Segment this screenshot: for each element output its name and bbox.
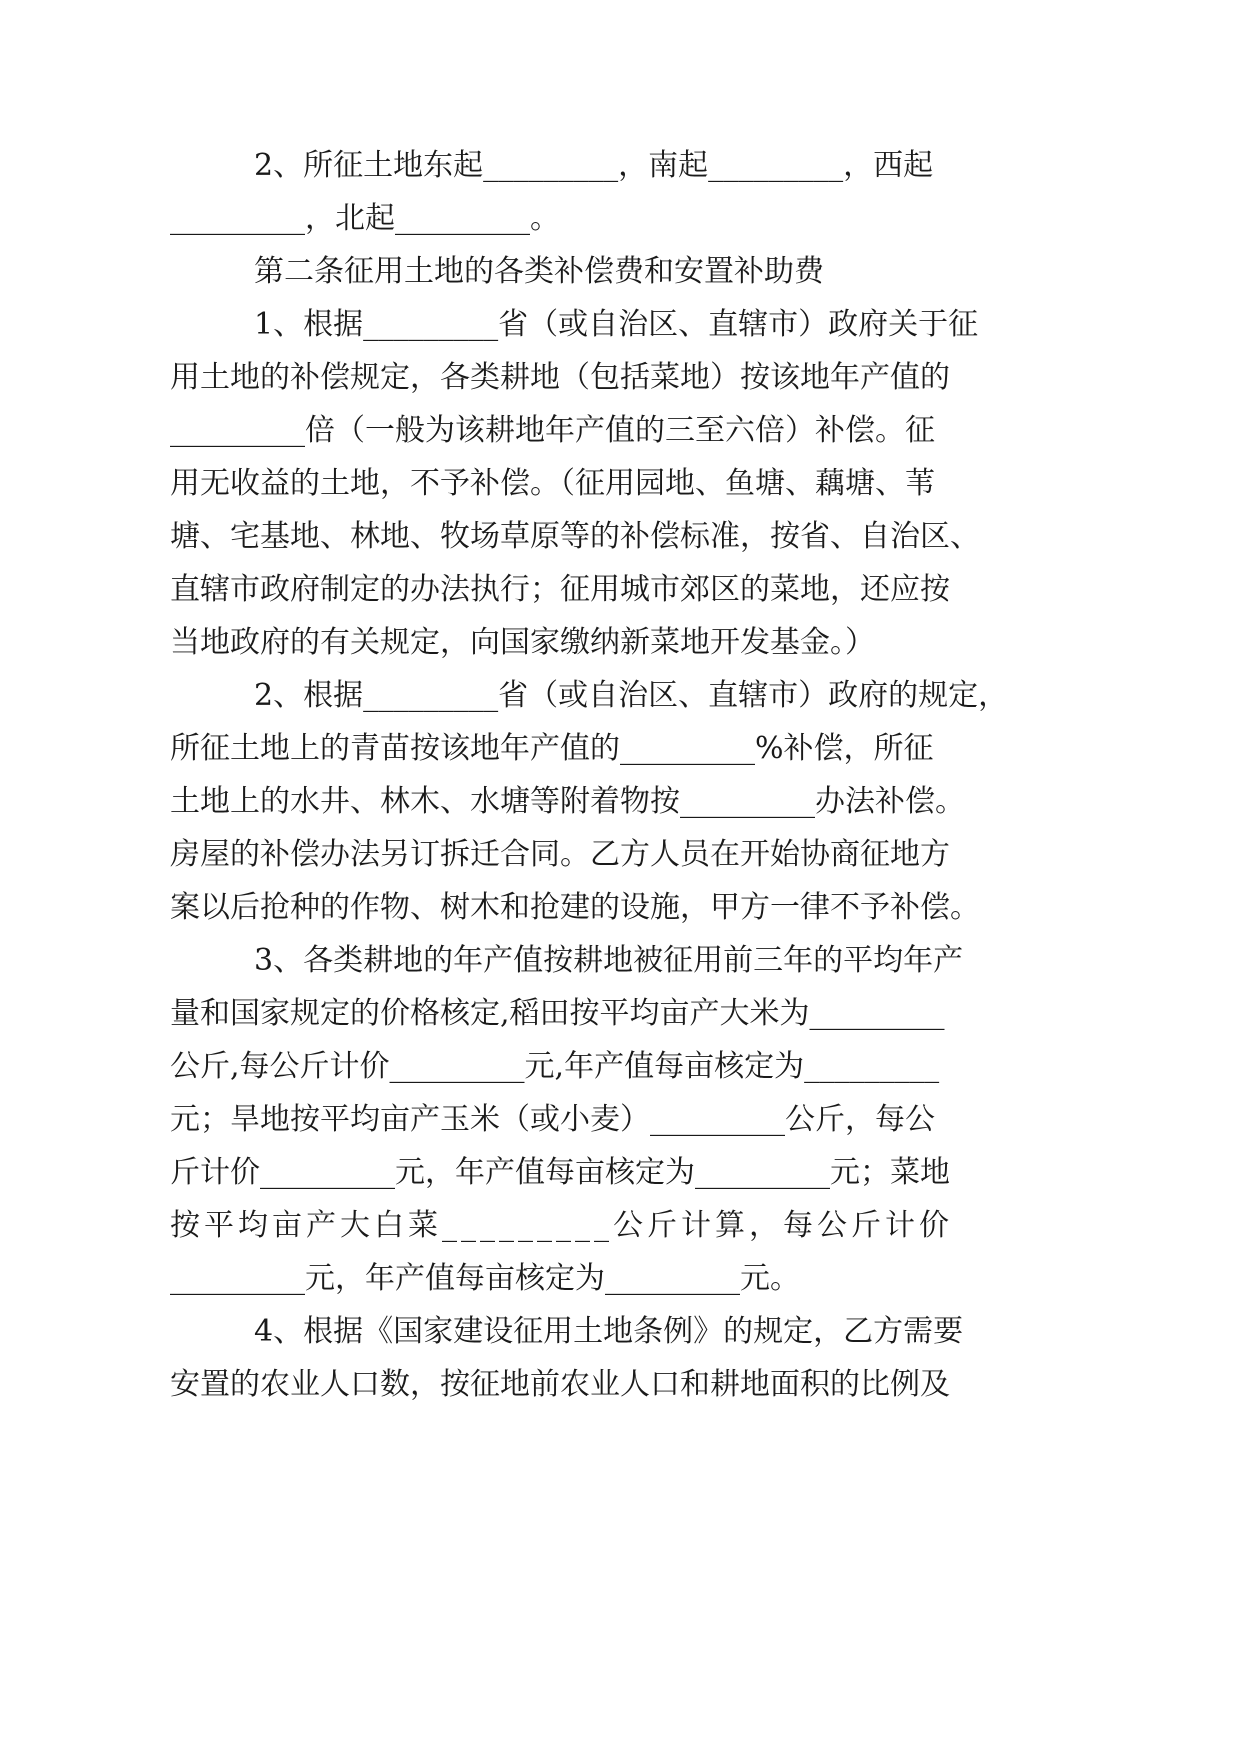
paragraph-line: 4、根据《国家建设征用土地条例》的规定，乙方需要 bbox=[254, 1314, 964, 1349]
paragraph-line: 安置的农业人口数，按征地前农业人口和耕地面积的比例及 bbox=[170, 1367, 950, 1402]
section-heading: 第二条征用土地的各类补偿费和安置补助费 bbox=[254, 254, 824, 289]
paragraph-line: 斤计价_________元，年产值每亩核定为_________元；菜地 bbox=[170, 1155, 950, 1190]
paragraph-line: _________倍（一般为该耕地年产值的三至六倍）补偿。征 bbox=[170, 413, 935, 448]
paragraph-line: 1、根据_________省（或自治区、直辖市）政府关于征 bbox=[254, 307, 979, 342]
paragraph-line: 2、所征土地东起_________，南起_________，西起 bbox=[254, 148, 934, 183]
paragraph-line: 按平均亩产大白菜_________公斤计算，每公斤计价 bbox=[170, 1208, 953, 1243]
paragraph-line: 用无收益的土地，不予补偿。（征用园地、鱼塘、藕塘、苇 bbox=[170, 466, 935, 501]
paragraph-line: 土地上的水井、林木、水塘等附着物按_________办法补偿。 bbox=[170, 784, 965, 819]
paragraph-line: 公斤,每公斤计价_________元,年产值每亩核定为_________ bbox=[170, 1049, 940, 1084]
paragraph-line: 2、根据_________省（或自治区、直辖市）政府的规定， bbox=[254, 678, 1009, 713]
paragraph-line: _________元，年产值每亩核定为_________元。 bbox=[170, 1261, 800, 1296]
paragraph-line: _________，北起_________。 bbox=[170, 201, 560, 236]
paragraph-line: 元；旱地按平均亩产玉米（或小麦）_________公斤，每公 bbox=[170, 1102, 935, 1137]
paragraph-line: 当地政府的有关规定，向国家缴纳新菜地开发基金。） bbox=[170, 625, 875, 660]
paragraph-line: 房屋的补偿办法另订拆迁合同。乙方人员在开始协商征地方 bbox=[170, 837, 950, 872]
paragraph-line: 量和国家规定的价格核定,稻田按平均亩产大米为_________ bbox=[170, 996, 945, 1031]
paragraph-line: 3、各类耕地的年产值按耕地被征用前三年的平均年产 bbox=[254, 943, 964, 978]
paragraph-line: 所征土地上的青苗按该地年产值的_________%补偿，所征 bbox=[170, 731, 934, 766]
paragraph-line: 塘、宅基地、林地、牧场草原等的补偿标准，按省、自治区、 bbox=[170, 519, 980, 554]
paragraph-line: 用土地的补偿规定，各类耕地（包括菜地）按该地年产值的 bbox=[170, 360, 950, 395]
paragraph-line: 直辖市政府制定的办法执行；征用城市郊区的菜地，还应按 bbox=[170, 572, 950, 607]
paragraph-line: 案以后抢种的作物、树木和抢建的设施，甲方一律不予补偿。 bbox=[170, 890, 980, 925]
